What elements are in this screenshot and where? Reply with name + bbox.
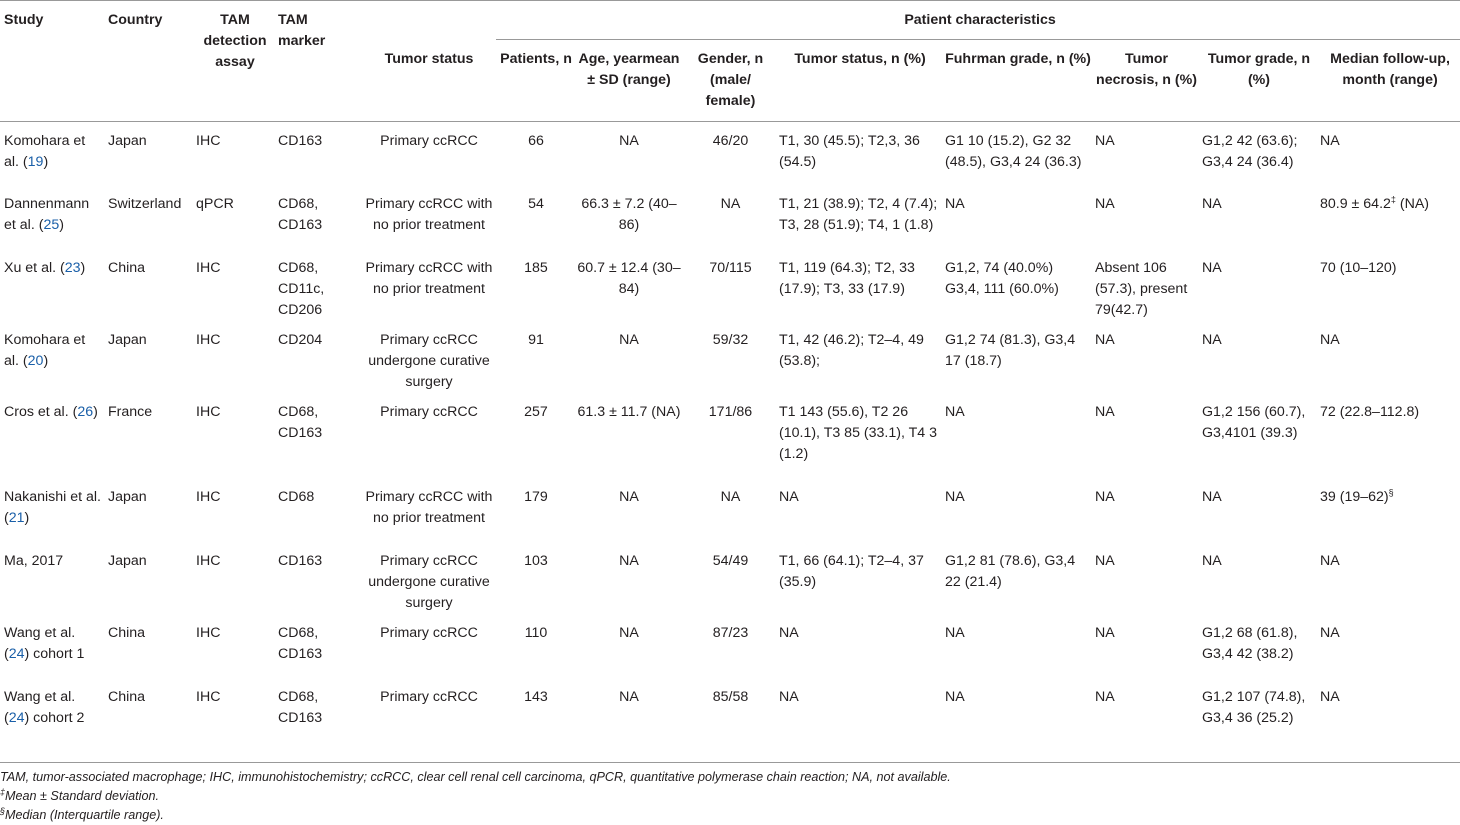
cell-assay: IHC [196,331,221,348]
header-patient-characteristics: Patient characteristics [496,1,1460,40]
study-name: Dannenmann et al. ( [4,195,90,233]
header-necrosis: Tumor necrosis, n (%) [1096,51,1197,88]
reference-link[interactable]: 25 [43,216,60,233]
header-study: Study [4,12,44,28]
study-suffix: ) [93,403,98,420]
study-name: Wang et al. ( [4,624,76,662]
study-name: Ma, 2017 [4,552,64,569]
header-age: Age, yearmean ± SD (range) [578,51,680,88]
cell-tumor-grade: NA [1202,195,1222,212]
cell-tumor-grade: NA [1202,331,1222,348]
study-name: Cros et al. ( [4,403,78,420]
cell-country: France [108,403,153,420]
cell-study [0,678,104,763]
cell-assay: IHC [196,488,221,505]
cell-marker: CD163 [278,133,323,149]
followup-value: 80.9 ± 64.2 [1320,195,1391,212]
header-tumor-status-n: Tumor status, n (%) [794,51,926,67]
cell-tumor-status: Primary ccRCC [380,133,478,149]
table-row [0,321,1460,393]
cell-marker: CD68, CD11c, CD206 [278,259,325,318]
cell-fuhrman: G1,2 74 (81.3), G3,4 17 (18.7) [945,331,1076,369]
table-row [0,478,1460,542]
study-name: Komohara et al. ( [4,133,86,170]
cell-study [0,542,104,614]
cell-age: 61.3 ± 11.7 (NA) [577,403,681,420]
header-tumor-status: Tumor status [384,51,474,67]
cell-tumor-grade: NA [1202,488,1222,505]
cell-country: Japan [108,552,147,569]
cell-tumor-status-n: T1, 30 (45.5); T2,3, 36 (54.5) [779,133,920,170]
cell-tumor-status-n: T1, 42 (46.2); T2–4, 49 (53.8); [779,331,924,369]
cell-age: NA [619,688,639,705]
cell-age: NA [619,488,639,505]
reference-link[interactable]: 24 [8,645,25,662]
footnote-mean-text: Mean ± Standard deviation. [5,789,159,803]
cell-patients: 54 [528,195,544,212]
header-fuhrman: Fuhrman grade, n (%) [945,51,1091,67]
cell-patients: 66 [528,133,544,149]
cell-tumor-grade: NA [1202,259,1222,276]
cell-followup [1316,478,1460,542]
cell-study [0,249,104,321]
cell-country: China [108,688,146,705]
cell-study [0,393,104,478]
cell-gender: 85/58 [712,688,749,705]
reference-link[interactable]: 19 [27,154,44,170]
cell-age: NA [619,133,639,149]
cell-necrosis: NA [1095,331,1115,348]
cell-tumor-status: Primary ccRCC with no prior treatment [365,195,493,233]
cell-necrosis: NA [1095,133,1115,149]
cell-country: Japan [108,133,147,149]
cell-tumor-status-n: T1, 119 (64.3); T2, 33 (17.9); T3, 33 (17.9) [779,259,915,297]
followup-footnote-mark: ‡ [1390,193,1396,204]
cell-followup [1316,393,1460,478]
table-footnotes [0,768,1460,825]
study-name: Xu et al. ( [4,259,65,276]
cell-necrosis: Absent 106 (57.3), present 79(42.7) [1095,259,1188,318]
cell-marker: CD68 [278,488,315,505]
cell-patients: 143 [524,688,548,705]
cell-gender: 46/20 [712,133,749,149]
footnote-median [0,806,1460,825]
followup-value: NA [1320,133,1340,149]
cell-assay: IHC [196,133,221,149]
cell-fuhrman: G1 10 (15.2), G2 32 (48.5), G3,4 24 (36.3) [945,133,1082,170]
cell-patients: 257 [524,403,548,420]
cell-tumor-status-n: T1, 21 (38.9); T2, 4 (7.4); T3, 28 (51.9); T4, 1 (1.8) [779,195,938,233]
cell-necrosis: NA [1095,552,1115,569]
followup-value: NA [1320,552,1340,569]
cell-necrosis: NA [1095,624,1115,641]
cell-necrosis: NA [1095,195,1115,212]
cell-study [0,321,104,393]
cell-tumor-status: Primary ccRCC undergone curative surgery [368,552,490,611]
header-marker: TAM marker [278,12,326,49]
cell-age: 60.7 ± 12.4 (30–84) [577,259,681,297]
cell-patients: 91 [528,331,544,348]
cell-study [0,185,104,249]
cell-patients: 185 [524,259,548,276]
followup-value: NA [1320,688,1340,705]
cell-followup [1316,678,1460,763]
followup-value: 70 (10–120) [1320,259,1397,276]
cell-tumor-grade: G1,2 68 (61.8), G3,4 42 (38.2) [1202,624,1298,662]
cell-tumor-status: Primary ccRCC [380,403,478,420]
cell-age: NA [619,331,639,348]
header-assay: TAM detection assay [203,12,267,70]
cell-gender: 87/23 [712,624,749,641]
cell-tumor-grade: G1,2 42 (63.6); G3,4 24 (36.4) [1202,133,1298,170]
cell-age: NA [619,552,639,569]
cell-study [0,122,104,185]
cell-assay: IHC [196,403,221,420]
cell-fuhrman: G1,2 81 (78.6), G3,4 22 (21.4) [945,552,1076,590]
cell-gender: 59/32 [712,331,749,348]
cell-study [0,614,104,678]
cell-fuhrman: NA [945,688,965,705]
cell-tumor-status: Primary ccRCC with no prior treatment [365,488,493,526]
followup-value: 72 (22.8–112.8) [1320,403,1420,420]
cell-assay: IHC [196,552,221,569]
cell-patients: 110 [524,624,548,641]
study-name: Wang et al. ( [4,688,76,726]
cell-followup [1316,185,1460,249]
cell-country: Switzerland [108,195,182,212]
cell-followup [1316,122,1460,185]
table-row [0,185,1460,249]
cell-country: Japan [108,488,147,505]
cell-followup [1316,542,1460,614]
cell-patients: 179 [524,488,548,505]
cell-tumor-status: Primary ccRCC [380,624,478,641]
cell-followup [1316,614,1460,678]
followup-value: NA [1320,624,1340,641]
cell-assay: IHC [196,259,221,276]
followup-footnote-mark: § [1388,486,1394,497]
cell-tumor-grade: G1,2 107 (74.8), G3,4 36 (25.2) [1202,688,1306,726]
header-country: Country [108,12,163,28]
cell-tumor-status-n: T1 143 (55.6), T2 26 (10.1), T3 85 (33.1), T4 3 (1.2) [779,403,937,462]
study-suffix: ) [24,509,30,526]
table-row [0,122,1460,185]
cell-fuhrman: NA [945,403,965,420]
study-suffix: ) [80,259,86,276]
followup-value: 39 (19–62) [1320,488,1389,505]
cell-tumor-status-n: NA [779,624,799,641]
cell-marker: CD68, CD163 [278,403,323,441]
cell-country: Japan [108,331,147,348]
reference-link[interactable]: 26 [77,403,94,420]
cell-tumor-status: Primary ccRCC with no prior treatment [365,259,493,297]
cell-tumor-status-n: NA [779,688,799,705]
cell-fuhrman: NA [945,195,965,212]
table-row [0,614,1460,678]
study-suffix: ) [43,352,49,369]
cell-gender: 171/86 [708,403,753,420]
cell-gender: 54/49 [712,552,749,569]
study-suffix: ) cohort 2 [24,709,85,726]
cell-gender: NA [720,488,741,505]
cell-age: 66.3 ± 7.2 (40–86) [581,195,677,233]
cell-tumor-grade: G1,2 156 (60.7), G3,4101 (39.3) [1202,403,1306,441]
table-row [0,393,1460,478]
study-suffix: ) cohort 1 [24,645,85,662]
cell-patients: 103 [524,552,548,569]
cell-marker: CD68, CD163 [278,688,323,726]
cell-country: China [108,624,146,641]
cell-necrosis: NA [1095,403,1115,420]
table-body [0,122,1460,763]
cell-assay: qPCR [196,195,234,212]
table-row [0,678,1460,763]
followup-range: (NA) [1399,195,1430,212]
footnote-mark-section: § [0,805,6,816]
cell-necrosis: NA [1095,688,1115,705]
header-gender: Gender, n (male/ female) [697,51,764,109]
header-tumor-grade: Tumor grade, n (%) [1207,51,1311,88]
cell-tumor-status-n: NA [779,488,799,505]
cell-country: China [108,259,146,276]
reference-link[interactable]: 21 [8,509,25,526]
footnote-mark-double-dagger: ‡ [0,786,6,797]
table-row [0,249,1460,321]
cell-gender: 70/115 [709,259,752,276]
reference-link[interactable]: 24 [8,709,25,726]
cell-followup [1316,249,1460,321]
cell-followup [1316,321,1460,393]
cell-fuhrman: NA [945,488,965,505]
footnote-abbreviations: TAM, tumor-associated macrophage; IHC, immunohistochemistry; ccRCC, clear cell renal cell carcinoma, qPCR, quantitative polymerase chain reaction; NA, not available. [0,770,951,784]
footnote-mean [0,787,1460,806]
cell-age: NA [619,624,639,641]
followup-value: NA [1320,331,1340,348]
header-followup: Median follow-up, month (range) [1330,51,1450,88]
study-suffix: ) [43,154,49,170]
cell-marker: CD68, CD163 [278,195,323,233]
cell-assay: IHC [196,688,221,705]
cell-tumor-status: Primary ccRCC undergone curative surgery [368,331,490,390]
cell-marker: CD204 [278,331,323,348]
header-patients: Patients, n [500,51,572,67]
cell-marker: CD163 [278,552,323,569]
cell-tumor-grade: NA [1202,552,1222,569]
cell-tumor-status: Primary ccRCC [380,688,478,705]
reference-link[interactable]: 23 [64,259,81,276]
reference-link[interactable]: 20 [27,352,44,369]
cell-necrosis: NA [1095,488,1115,505]
study-name: Nakanishi et al. ( [4,488,101,526]
cell-study [0,478,104,542]
cell-assay: IHC [196,624,221,641]
cell-fuhrman: NA [945,624,965,641]
cell-marker: CD68, CD163 [278,624,323,662]
table-row [0,542,1460,614]
cell-gender: NA [720,195,741,212]
study-suffix: ) [59,216,64,233]
cell-tumor-status-n: T1, 66 (64.1); T2–4, 37 (35.9) [779,552,924,590]
cell-fuhrman: G1,2, 74 (40.0%) G3,4, 111 (60.0%) [945,259,1059,297]
footnote-median-text: Median (Interquartile range). [5,808,164,822]
study-name: Komohara et al. ( [4,331,86,369]
